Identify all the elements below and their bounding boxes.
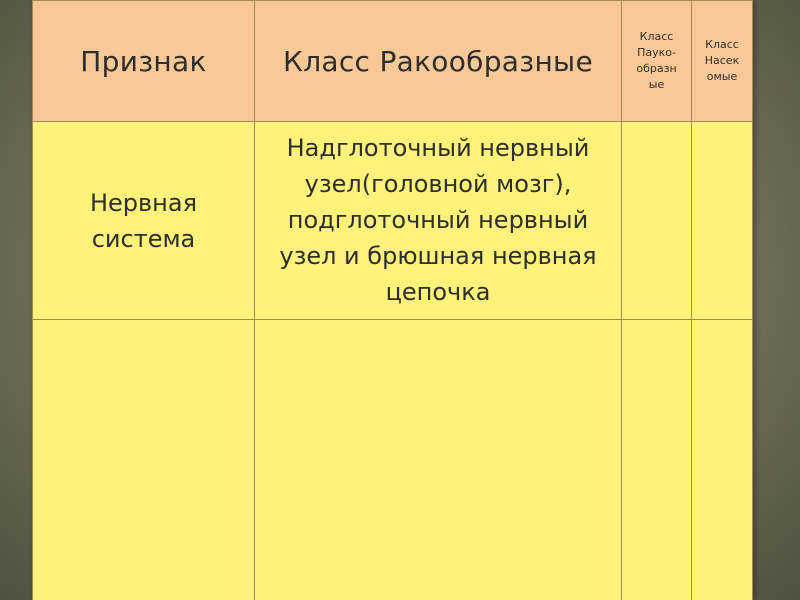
- crustaceans-line: узел(головной мозг),: [304, 170, 572, 198]
- feature-text: [90, 189, 197, 253]
- cell-crustaceans: [255, 320, 622, 600]
- feature-line: система: [91, 224, 196, 253]
- cell-crustaceans: [255, 122, 622, 320]
- cell-arachnids: [622, 122, 692, 320]
- table-row: [33, 122, 753, 320]
- header-arachnids-line: Класс: [639, 30, 674, 43]
- header-crustaceans-label: Класс Ракообразные: [283, 44, 593, 78]
- cell-feature: [33, 320, 255, 600]
- crustaceans-line: узел и брюшная нервная: [279, 242, 597, 270]
- header-feature: [33, 1, 255, 122]
- header-arachnids-line: образн: [636, 62, 677, 75]
- header-insects-line: омые: [706, 70, 738, 83]
- cell-insects: [692, 122, 753, 320]
- comparison-table: [32, 0, 753, 600]
- crustaceans-line: подглоточный нервный: [287, 206, 589, 234]
- crustaceans-line: цепочка: [385, 278, 491, 306]
- header-row: [33, 1, 753, 122]
- table-row: [33, 320, 753, 600]
- header-arachnids-label: [632, 29, 680, 93]
- header-arachnids-line: ые: [648, 78, 665, 91]
- header-arachnids-line: Пауко-: [637, 46, 676, 59]
- cell-insects: [692, 320, 753, 600]
- header-feature-label: Признак: [80, 44, 207, 78]
- header-insects-line: Класс: [705, 38, 739, 51]
- header-insects-line: Насек: [704, 54, 740, 67]
- header-crustaceans: [255, 1, 622, 122]
- header-insects: [692, 1, 753, 122]
- header-arachnids: [622, 1, 692, 122]
- header-insects-label: [701, 37, 743, 85]
- crustaceans-line: Надглоточный нервный: [286, 134, 590, 162]
- cell-arachnids: [622, 320, 692, 600]
- cell-feature: [33, 122, 255, 320]
- feature-line: Нервная: [89, 188, 198, 217]
